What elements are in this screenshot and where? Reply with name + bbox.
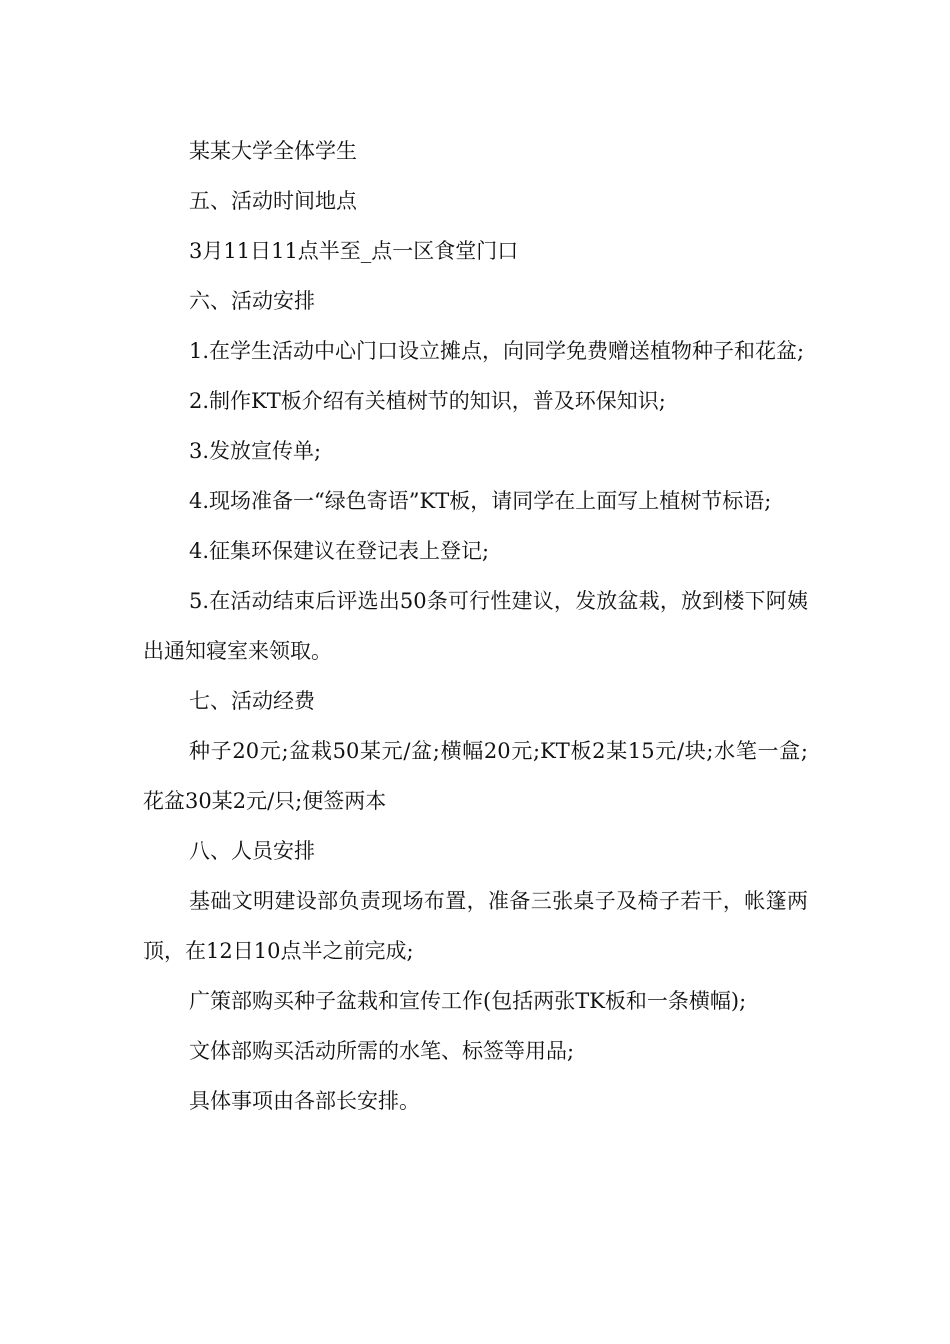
list-item-5: 5.在活动结束后评选出50条可行性建议，发放盆栽，放到楼下阿姨出通知寝室来领取。 — [143, 589, 808, 663]
paragraph-time-location: 3月11日11点半至_点一区食堂门口 — [189, 239, 519, 263]
paragraph-staffing-4: 具体事项由各部长安排。 — [189, 1089, 420, 1113]
paragraph-staffing-2: 广策部购买种子盆栽和宣传工作(包括两张TK板和一条横幅); — [189, 989, 747, 1013]
heading-budget: 七、活动经费 — [189, 689, 315, 713]
heading-activity-arrangement: 六、活动安排 — [189, 289, 315, 313]
paragraph-staffing-3: 文体部购买活动所需的水笔、标签等用品; — [189, 1039, 575, 1063]
paragraph-participants: 某某大学全体学生 — [189, 139, 357, 163]
list-item-4b: 4.征集环保建议在登记表上登记; — [189, 539, 490, 563]
paragraph-budget: 种子20元;盆栽50某元/盆;横幅20元;KT板2某15元/块;水笔一盒;花盆30某2元/只;便签两本 — [143, 739, 808, 813]
heading-time-location: 五、活动时间地点 — [189, 189, 357, 213]
document-body — [143, 126, 808, 1126]
heading-staffing: 八、人员安排 — [189, 839, 315, 863]
list-item-2: 2.制作KT板介绍有关植树节的知识，普及环保知识; — [189, 389, 666, 413]
paragraph-staffing-1: 基础文明建设部负责现场布置，准备三张桌子及椅子若干，帐篷两顶，在12日10点半之前完成; — [143, 889, 808, 963]
list-item-1: 1.在学生活动中心门口设立摊点，向同学免费赠送植物种子和花盆; — [189, 339, 805, 363]
list-item-3: 3.发放宣传单; — [189, 439, 322, 463]
list-item-4a: 4.现场准备一“绿色寄语”KT板，请同学在上面写上植树节标语; — [189, 489, 772, 513]
